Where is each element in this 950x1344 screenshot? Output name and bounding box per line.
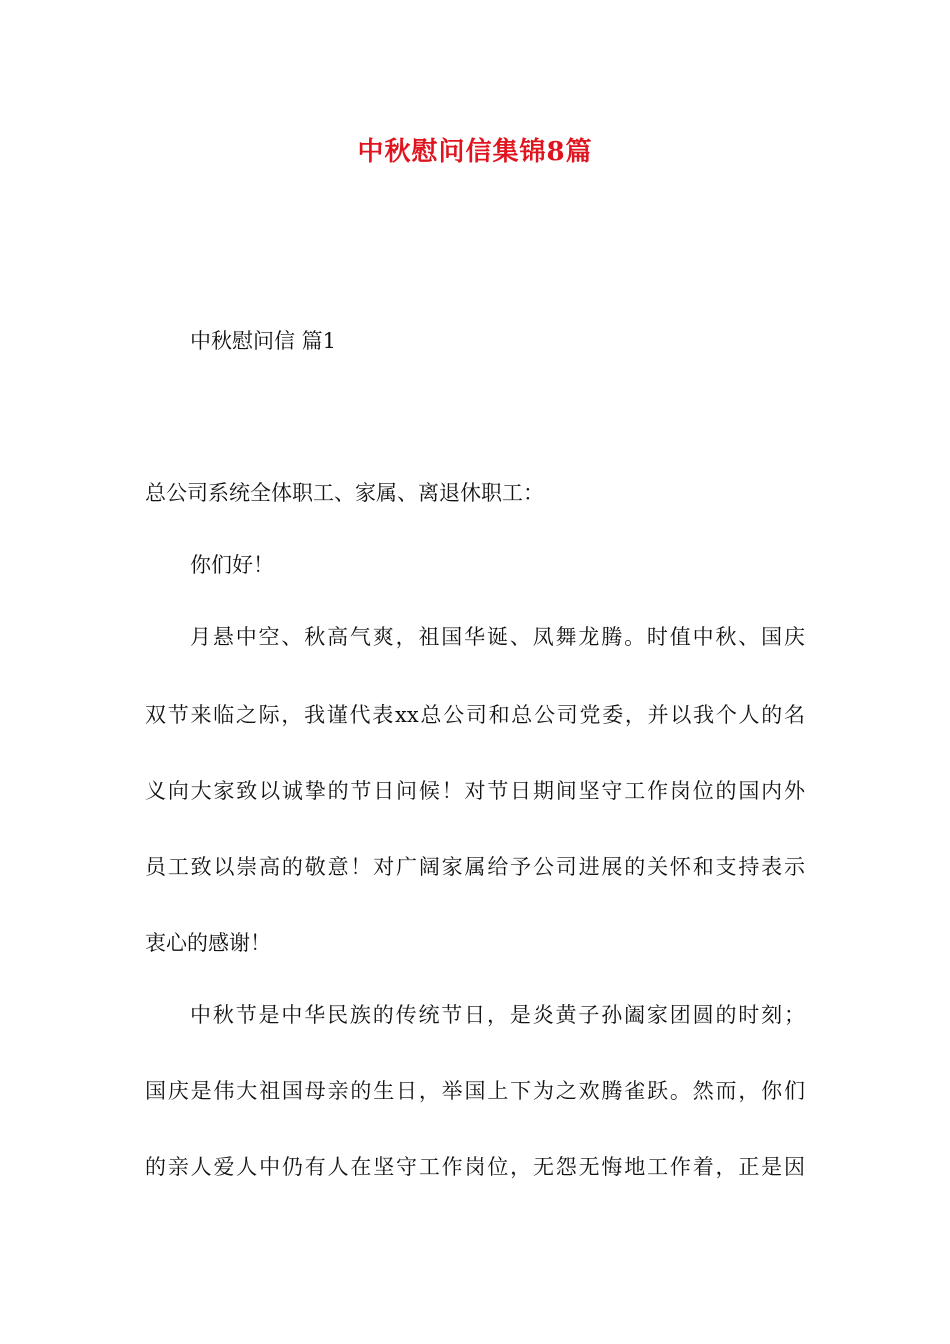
greeting: 你们好！: [190, 553, 274, 577]
paragraph-line: 衷心的感谢！: [145, 931, 271, 955]
paragraph-line: 员工致以崇高的敬意！对广阔家属给予公司进展的关怀和支持表示: [145, 855, 805, 879]
paragraph-line: 中秋节是中华民族的传统节日，是炎黄子孙阖家团圆的时刻；: [190, 1003, 805, 1027]
paragraph-line: 月悬中空、秋高气爽，祖国华诞、凤舞龙腾。时值中秋、国庆: [190, 625, 805, 649]
document-title: 中秋慰问信集锦8篇: [357, 137, 593, 167]
paragraph-line: 国庆是伟大祖国母亲的生日，举国上下为之欢腾雀跃。然而，你们: [145, 1079, 805, 1103]
salutation: 总公司系统全体职工、家属、离退休职工：: [145, 481, 544, 505]
paragraph-line: 义向大家致以诚挚的节日问候！对节日期间坚守工作岗位的国内外: [145, 779, 805, 803]
paragraph-line: 的亲人爱人中仍有人在坚守工作岗位，无怨无悔地工作着，正是因: [145, 1155, 805, 1179]
paragraph-line: 双节来临之际，我谨代表xx总公司和总公司党委，并以我个人的名: [145, 703, 805, 727]
section-heading: 中秋慰问信 篇1: [190, 329, 337, 353]
